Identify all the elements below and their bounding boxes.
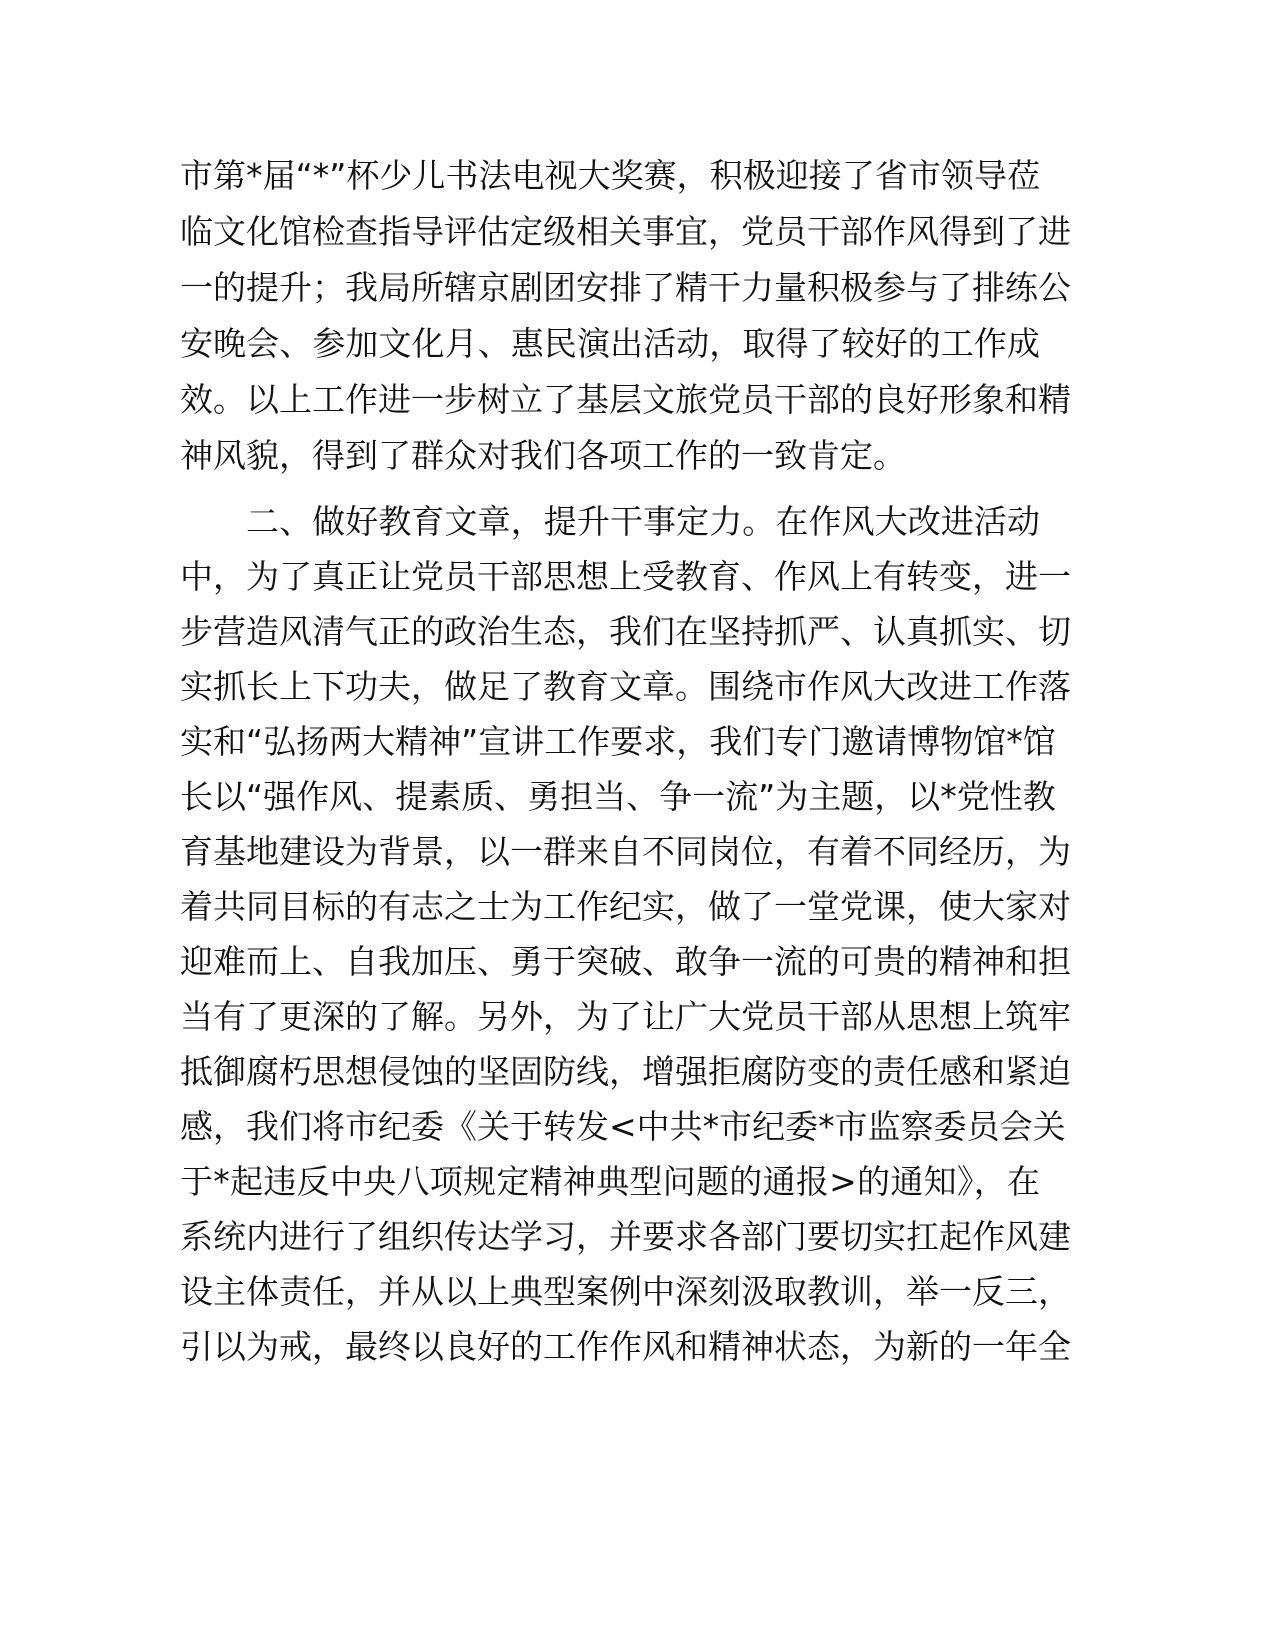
text-line: 安晚会、参加文化月、惠民演出活动，取得了较好的工作成 (180, 324, 1040, 363)
text-line: 抵御腐朽思想侵蚀的坚固防线，增强拒腐防变的责任感和紧迫 (180, 1052, 1071, 1091)
text-line: 临文化馆检查指导评估定级相关事宜，党员干部作风得到了进 (180, 212, 1071, 251)
text-line: 二、做好教育文章，提升干事定力。在作风大改进活动 (246, 502, 1040, 541)
text-line: 效。以上工作进一步树立了基层文旅党员干部的良好形象和精 (180, 380, 1071, 419)
text-line: 着共同目标的有志之士为工作纪实，做了一堂党课，使大家对 (180, 887, 1071, 926)
text-line: 实和“弘扬两大精神”宣讲工作要求，我们专门邀请博物馆*馆 (180, 722, 1056, 761)
text-line: 当有了更深的了解。另外，为了让广大党员干部从思想上筑牢 (180, 997, 1071, 1036)
text-line: 引以为戒，最终以良好的工作作风和精神状态，为新的一年全 (180, 1327, 1071, 1366)
text-line: 步营造风清气正的政治生态，我们在坚持抓严、认真抓实、切 (180, 612, 1071, 651)
text-line: 一的提升；我局所辖京剧团安排了精干力量积极参与了排练公 (180, 268, 1071, 307)
text-line: 于*起违反中央八项规定精神典型问题的通报>的通知》，在 (180, 1162, 1040, 1201)
text-line: 迎难而上、自我加压、勇于突破、敢争一流的可贵的精神和担 (180, 942, 1071, 981)
text-line: 育基地建设为背景，以一群来自不同岗位，有着不同经历，为 (180, 832, 1071, 871)
text-line: 市第*届“*”杯少儿书法电视大奖赛，积极迎接了省市领导莅 (180, 156, 1040, 195)
text-line: 设主体责任，并从以上典型案例中深刻汲取教训，举一反三， (180, 1272, 1071, 1311)
text-line: 实抓长上下功夫，做足了教育文章。围绕市作风大改进工作落 (180, 667, 1071, 706)
text-line: 神风貌，得到了群众对我们各项工作的一致肯定。 (180, 436, 906, 475)
text-line: 系统内进行了组织传达学习，并要求各部门要切实扛起作风建 (180, 1217, 1071, 1256)
text-line: 感，我们将市纪委《关于转发<中共*市纪委*市监察委员会关 (180, 1107, 1066, 1146)
text-line: 中，为了真正让党员干部思想上受教育、作风上有转变，进一 (180, 557, 1071, 596)
text-line: 长以“强作风、提素质、勇担当、争一流”为主题，以*党性教 (180, 777, 1056, 816)
